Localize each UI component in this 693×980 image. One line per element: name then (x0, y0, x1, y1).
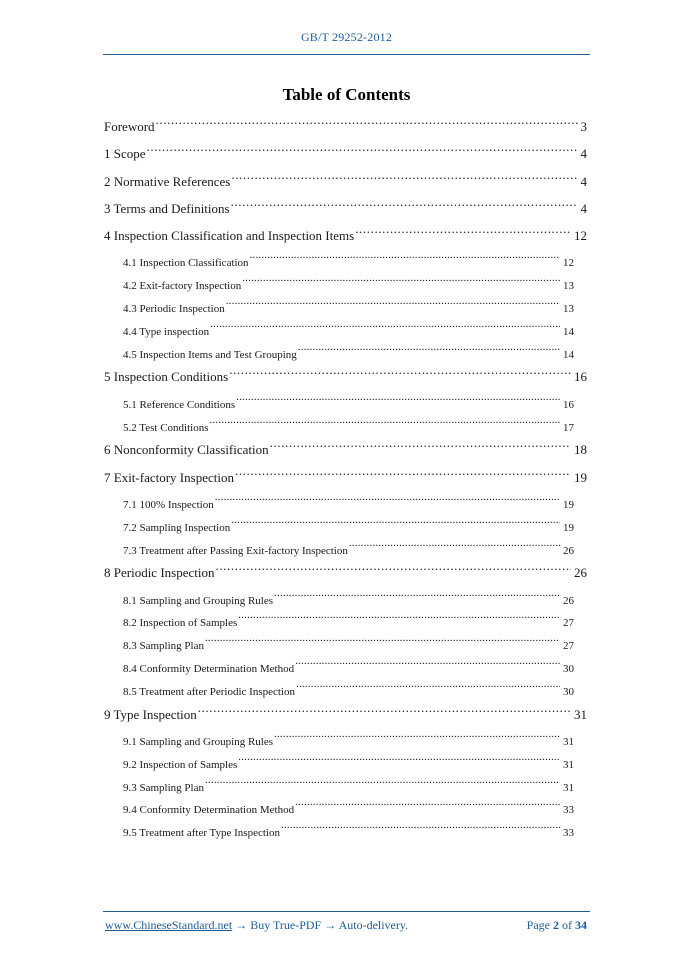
toc-entry-label: 4.5 Inspection Items and Test Grouping (123, 348, 297, 361)
toc-entry-page: 27 (563, 617, 574, 630)
toc-subentry[interactable] (104, 344, 574, 367)
toc-entry-page: 31 (563, 735, 574, 748)
toc-subentry[interactable] (104, 731, 574, 754)
page-footer (105, 918, 587, 933)
toc-entry-page: 31 (563, 758, 574, 771)
dot-leader (156, 118, 578, 131)
dot-leader (205, 780, 560, 791)
toc-entry-label: 5.2 Test Conditions (123, 421, 209, 434)
toc-subentry[interactable] (104, 822, 574, 845)
dot-leader (231, 173, 577, 186)
toc-entry-label: 9.4 Conformity Determination Method (123, 804, 295, 817)
dot-leader (242, 278, 560, 289)
toc-entry-label: 8.1 Sampling and Grouping Rules (123, 594, 274, 607)
toc-entry-page: 16 (563, 398, 574, 411)
footer-left (105, 918, 408, 933)
dot-leader (236, 397, 560, 408)
toc-entry[interactable] (104, 116, 587, 143)
page-prefix: Page (526, 918, 553, 932)
toc-entry-page: 19 (574, 469, 587, 485)
dot-leader (231, 200, 578, 213)
toc-entry-page: 12 (563, 257, 574, 270)
toc-subentry[interactable] (104, 777, 574, 800)
toc-entry-label: 4.4 Type inspection (123, 325, 210, 338)
toc-entry[interactable] (104, 143, 587, 170)
toc-entry-label: 8.2 Inspection of Samples (123, 617, 238, 630)
toc-entry-label: 5 Inspection Conditions (104, 369, 229, 385)
toc-entry-label: 5.1 Reference Conditions (123, 398, 236, 411)
toc-entry-page: 12 (574, 228, 587, 244)
toc-entry-page: 14 (563, 325, 574, 338)
toc-entry-label: 7.2 Sampling Inspection (123, 521, 231, 534)
dot-leader (210, 420, 560, 431)
toc-entry-page: 4 (580, 200, 587, 216)
toc-entry-label: 9.1 Sampling and Grouping Rules (123, 735, 274, 748)
toc-entry-label: 9.5 Treatment after Type Inspection (123, 827, 280, 840)
toc-subentry[interactable] (104, 417, 574, 440)
page-of: of (559, 918, 575, 932)
dot-leader (250, 255, 560, 266)
toc-entry[interactable] (104, 366, 587, 393)
website-link[interactable]: www.ChineseStandard.net (105, 918, 233, 932)
toc-entry-label: 8.4 Conformity Determination Method (123, 663, 295, 676)
toc-subentry[interactable] (104, 275, 574, 298)
dot-leader (295, 661, 560, 672)
toc-subentry[interactable] (104, 494, 574, 517)
toc-entry-label: 9 Type Inspection (104, 706, 197, 722)
toc-entry-page: 14 (563, 348, 574, 361)
toc-entry-page: 26 (563, 544, 574, 557)
toc-entry-page: 26 (574, 565, 587, 581)
dot-leader (295, 802, 560, 813)
toc-title: Table of Contents (282, 85, 411, 104)
toc-entry-page: 18 (574, 442, 587, 458)
toc-entry-label: 4.2 Exit-factory Inspection (123, 280, 242, 293)
toc-entry[interactable] (104, 198, 587, 225)
toc-entry-label: Foreword (104, 119, 155, 134)
toc-subentry[interactable] (104, 394, 574, 417)
toc-entry-page: 31 (574, 706, 587, 722)
toc-entry[interactable] (104, 225, 587, 252)
dot-leader (229, 368, 571, 381)
dot-leader (215, 564, 571, 577)
dot-leader (274, 734, 560, 745)
toc-subentry[interactable] (104, 252, 574, 275)
toc-entry-page: 26 (563, 594, 574, 607)
dot-leader (147, 145, 578, 158)
toc-entry-page: 30 (563, 685, 574, 698)
toc-entry-label: 8 Periodic Inspection (104, 565, 215, 581)
toc-subentry[interactable] (104, 658, 574, 681)
footer-tagline: → Buy True-PDF → Auto-delivery. (232, 918, 409, 932)
toc-entry-page: 4 (580, 173, 587, 189)
toc-entry[interactable] (104, 467, 587, 494)
toc-entry-page: 13 (563, 303, 574, 316)
toc-entry-label: 6 Nonconformity Classification (104, 442, 269, 458)
toc-entry-label: 1 Scope (104, 146, 146, 162)
footer-divider (103, 911, 590, 912)
toc-entry-label: 7.1 100% Inspection (123, 498, 214, 511)
toc-entry-page: 13 (563, 280, 574, 293)
page-header: GB/T 29252-2012 (300, 30, 393, 44)
toc-subentry[interactable] (104, 321, 574, 344)
toc-subentry[interactable] (104, 612, 574, 635)
toc-entry-page: 19 (563, 521, 574, 534)
dot-leader (355, 227, 571, 240)
toc-entry-label: 9.3 Sampling Plan (123, 781, 204, 794)
toc-entry[interactable] (104, 171, 587, 198)
dot-leader (281, 825, 560, 836)
toc-entry-page: 30 (563, 663, 574, 676)
dot-leader (235, 469, 571, 482)
toc-entry-page: 31 (563, 781, 574, 794)
toc-subentry[interactable] (104, 298, 574, 321)
header-divider (103, 54, 590, 55)
dot-leader (238, 615, 560, 626)
toc-entry[interactable] (104, 704, 587, 731)
dot-leader (296, 684, 560, 695)
page-number (527, 918, 587, 933)
toc-subentry[interactable] (104, 681, 574, 704)
dot-leader (205, 638, 560, 649)
toc-subentry[interactable] (104, 590, 574, 613)
dot-leader (238, 757, 560, 768)
toc-subentry[interactable] (104, 517, 574, 540)
toc-subentry[interactable] (104, 635, 574, 658)
current-page: 2 (553, 918, 559, 932)
dot-leader (270, 441, 571, 454)
toc-entry-label: 7 Exit-factory Inspection (104, 469, 234, 485)
toc-entry-page: 19 (563, 498, 574, 511)
toc-entry-page: 3 (580, 119, 587, 134)
dot-leader (226, 301, 560, 312)
toc-entry-label: 9.2 Inspection of Samples (123, 758, 238, 771)
dot-leader (349, 543, 560, 554)
table-of-contents (104, 116, 587, 845)
toc-entry-label: 4.1 Inspection Classification (123, 257, 249, 270)
dot-leader (298, 347, 560, 358)
dot-leader (274, 593, 560, 604)
dot-leader (198, 706, 571, 719)
dot-leader (215, 497, 560, 508)
toc-subentry[interactable] (104, 799, 574, 822)
toc-entry-label: 3 Terms and Definitions (104, 200, 230, 216)
toc-subentry[interactable] (104, 540, 574, 563)
toc-entry-label: 2 Normative References (104, 173, 231, 189)
toc-entry-page: 33 (563, 804, 574, 817)
toc-entry-page: 17 (563, 421, 574, 434)
toc-entry-label: 8.5 Treatment after Periodic Inspection (123, 685, 295, 698)
toc-entry-page: 16 (574, 369, 587, 385)
dot-leader (231, 520, 560, 531)
toc-entry[interactable] (104, 439, 587, 466)
toc-entry-page: 4 (580, 146, 587, 162)
toc-subentry[interactable] (104, 754, 574, 777)
toc-entry-label: 4 Inspection Classification and Inspection Items (104, 228, 355, 244)
dot-leader (210, 324, 560, 335)
toc-entry-page: 33 (563, 827, 574, 840)
toc-entry-label: 8.3 Sampling Plan (123, 640, 204, 653)
toc-entry[interactable] (104, 562, 587, 589)
toc-entry-label: 4.3 Periodic Inspection (123, 303, 225, 316)
toc-entry-label: 7.3 Treatment after Passing Exit-factory Inspection (123, 544, 348, 557)
toc-entry-page: 27 (563, 640, 574, 653)
total-pages: 34 (575, 918, 587, 932)
